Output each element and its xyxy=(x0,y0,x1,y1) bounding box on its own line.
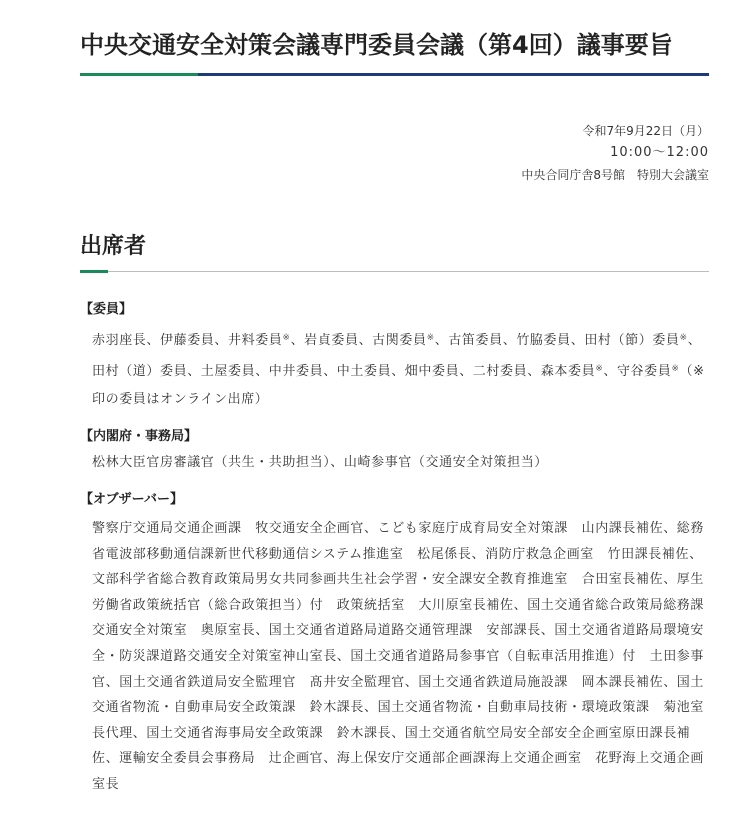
online-mark: ※ xyxy=(595,364,604,374)
meeting-venue: 中央合同庁舎8号館 特別大会議室 xyxy=(521,168,709,182)
page-title: 中央交通安全対策会議専門委員会議（第4回）議事要旨 xyxy=(80,31,673,59)
meeting-meta xyxy=(521,120,709,186)
title-underline xyxy=(80,73,709,76)
meeting-time: 10:00～12:00 xyxy=(610,145,709,160)
online-mark: ※ xyxy=(282,333,291,343)
members-text-4: 、田村（道）委員、土屋委員、中井委員、中土委員、畑中委員、二村委員、森本委員 xyxy=(92,333,702,379)
online-mark: ※ xyxy=(679,333,688,343)
members-text-1: 赤羽座長、伊藤委員、井料委員 xyxy=(92,333,283,348)
members-note: （※印の委員はオンライン出席） xyxy=(92,364,705,407)
title-underline-accent xyxy=(80,73,198,76)
meeting-date: 令和7年9月22日（月） xyxy=(582,124,709,138)
members-list xyxy=(92,324,710,414)
members-group xyxy=(80,300,710,414)
cabinet-list: 松林大臣官房審議官（共生・共助担当）、山崎参事官（交通安全対策担当） xyxy=(92,455,548,470)
section-underline-accent xyxy=(80,270,108,273)
section-underline xyxy=(80,271,709,272)
members-label: 【委員】 xyxy=(80,302,133,317)
cabinet-group xyxy=(80,427,710,477)
members-text-2: 、岩貞委員、古関委員 xyxy=(290,333,427,348)
observers-list: 警察庁交通局交通企画課 牧交通安全企画官、こども家庭庁成育局安全対策課 山内課長補佐、総務省電波部移動通信課新世代移動通信システム推進室 松尾係長、消防庁救急企画室 竹田課長補佐、文部科学省総合教育政策局男女共同参画共生社会学習・安全課安全教育推進室 合田室長補佐、厚生労働省政策統括官（総合政策担当）付 政策統括室 大川原室長補佐、国土交通省総合政策局総務課交通安全対策室 奥原室長、国土交通省道路局道路交通管理課 安部課長、国土交通省道路局環境安全・防災課道路交通安全対策室神山室長、国土交通省道路局参事官（自転車活用推進）付 土田参事官、国土交通省鉄道局安全監理官 髙井安全監理官、国土交通省鉄道局施設課 岡本課長補佐、国土交通省物流・自動車局安全政策課 鈴木課長、国土交通省物流・自動車局技術・環境政策課 菊池室長代理、国土交通省海事局安全政策課 鈴木課長、国土交通省航空局安全部安全企画室原田課長補佐、運輸安全委員会事務局 辻企画官、海上保安庁交通部企画課海上交通企画室 花野海上交通企画室長 xyxy=(92,521,705,792)
cabinet-label: 【内閣府・事務局】 xyxy=(80,429,198,444)
members-text-5: 、守谷委員 xyxy=(603,364,672,379)
members-text-3: 、古笛委員、竹脇委員、田村（節）委員 xyxy=(434,333,680,348)
online-mark: ※ xyxy=(426,333,435,343)
section-title-attendees: 出席者 xyxy=(80,234,147,259)
observers-label: 【オブザーバー】 xyxy=(80,492,183,507)
observers-group xyxy=(80,490,710,798)
online-mark: ※ xyxy=(671,364,680,374)
